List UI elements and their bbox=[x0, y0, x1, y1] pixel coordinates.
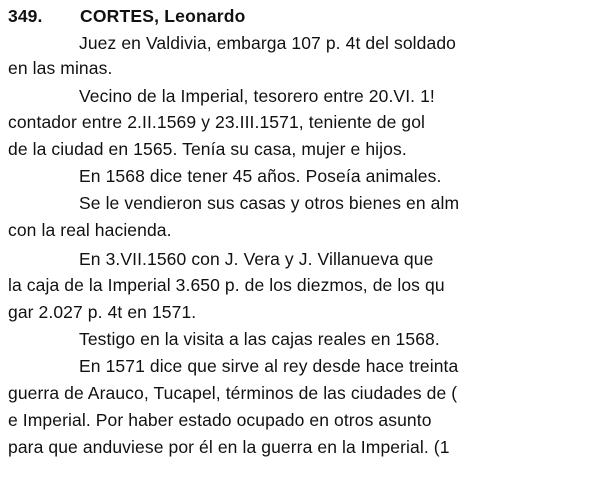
text-line: contador entre 2.II.1569 y 23.III.1571, teniente de gol bbox=[8, 112, 426, 132]
text-line: guerra de Arauco, Tucapel, términos de las ciudades de ( bbox=[8, 383, 458, 403]
text-line: para que anduviese por él en la guerra en la Imperial. (1 bbox=[8, 437, 450, 457]
text-line: en las minas. bbox=[8, 58, 113, 78]
text-line: gar 2.027 p. 4t en 1571. bbox=[8, 302, 197, 322]
text-line: En 3.VII.1560 con J. Vera y J. Villanueva que bbox=[79, 249, 434, 269]
text-line: Vecino de la Imperial, tesorero entre 20.VI. 1! bbox=[79, 86, 435, 106]
text-line: la caja de la Imperial 3.650 p. de los diezmos, de los qu bbox=[8, 275, 445, 295]
text-line: de la ciudad en 1565. Tenía su casa, mujer e hijos. bbox=[8, 139, 407, 159]
entry-name: CORTES, Leonardo bbox=[80, 6, 246, 26]
text-line: En 1568 dice tener 45 años. Poseía animales. bbox=[79, 166, 442, 186]
text-line: con la real hacienda. bbox=[8, 220, 172, 240]
text-line: Testigo en la visita a las cajas reales en 1568. bbox=[79, 329, 440, 349]
entry-number: 349. bbox=[8, 6, 43, 26]
text-line: En 1571 dice que sirve al rey desde hace treinta bbox=[79, 356, 459, 376]
text-line: e Imperial. Por haber estado ocupado en otros asunto bbox=[8, 410, 432, 430]
text-line: Juez en Valdivia, embarga 107 p. 4t del soldado bbox=[79, 33, 456, 53]
text-line: Se le vendieron sus casas y otros bienes en alm bbox=[79, 193, 460, 213]
